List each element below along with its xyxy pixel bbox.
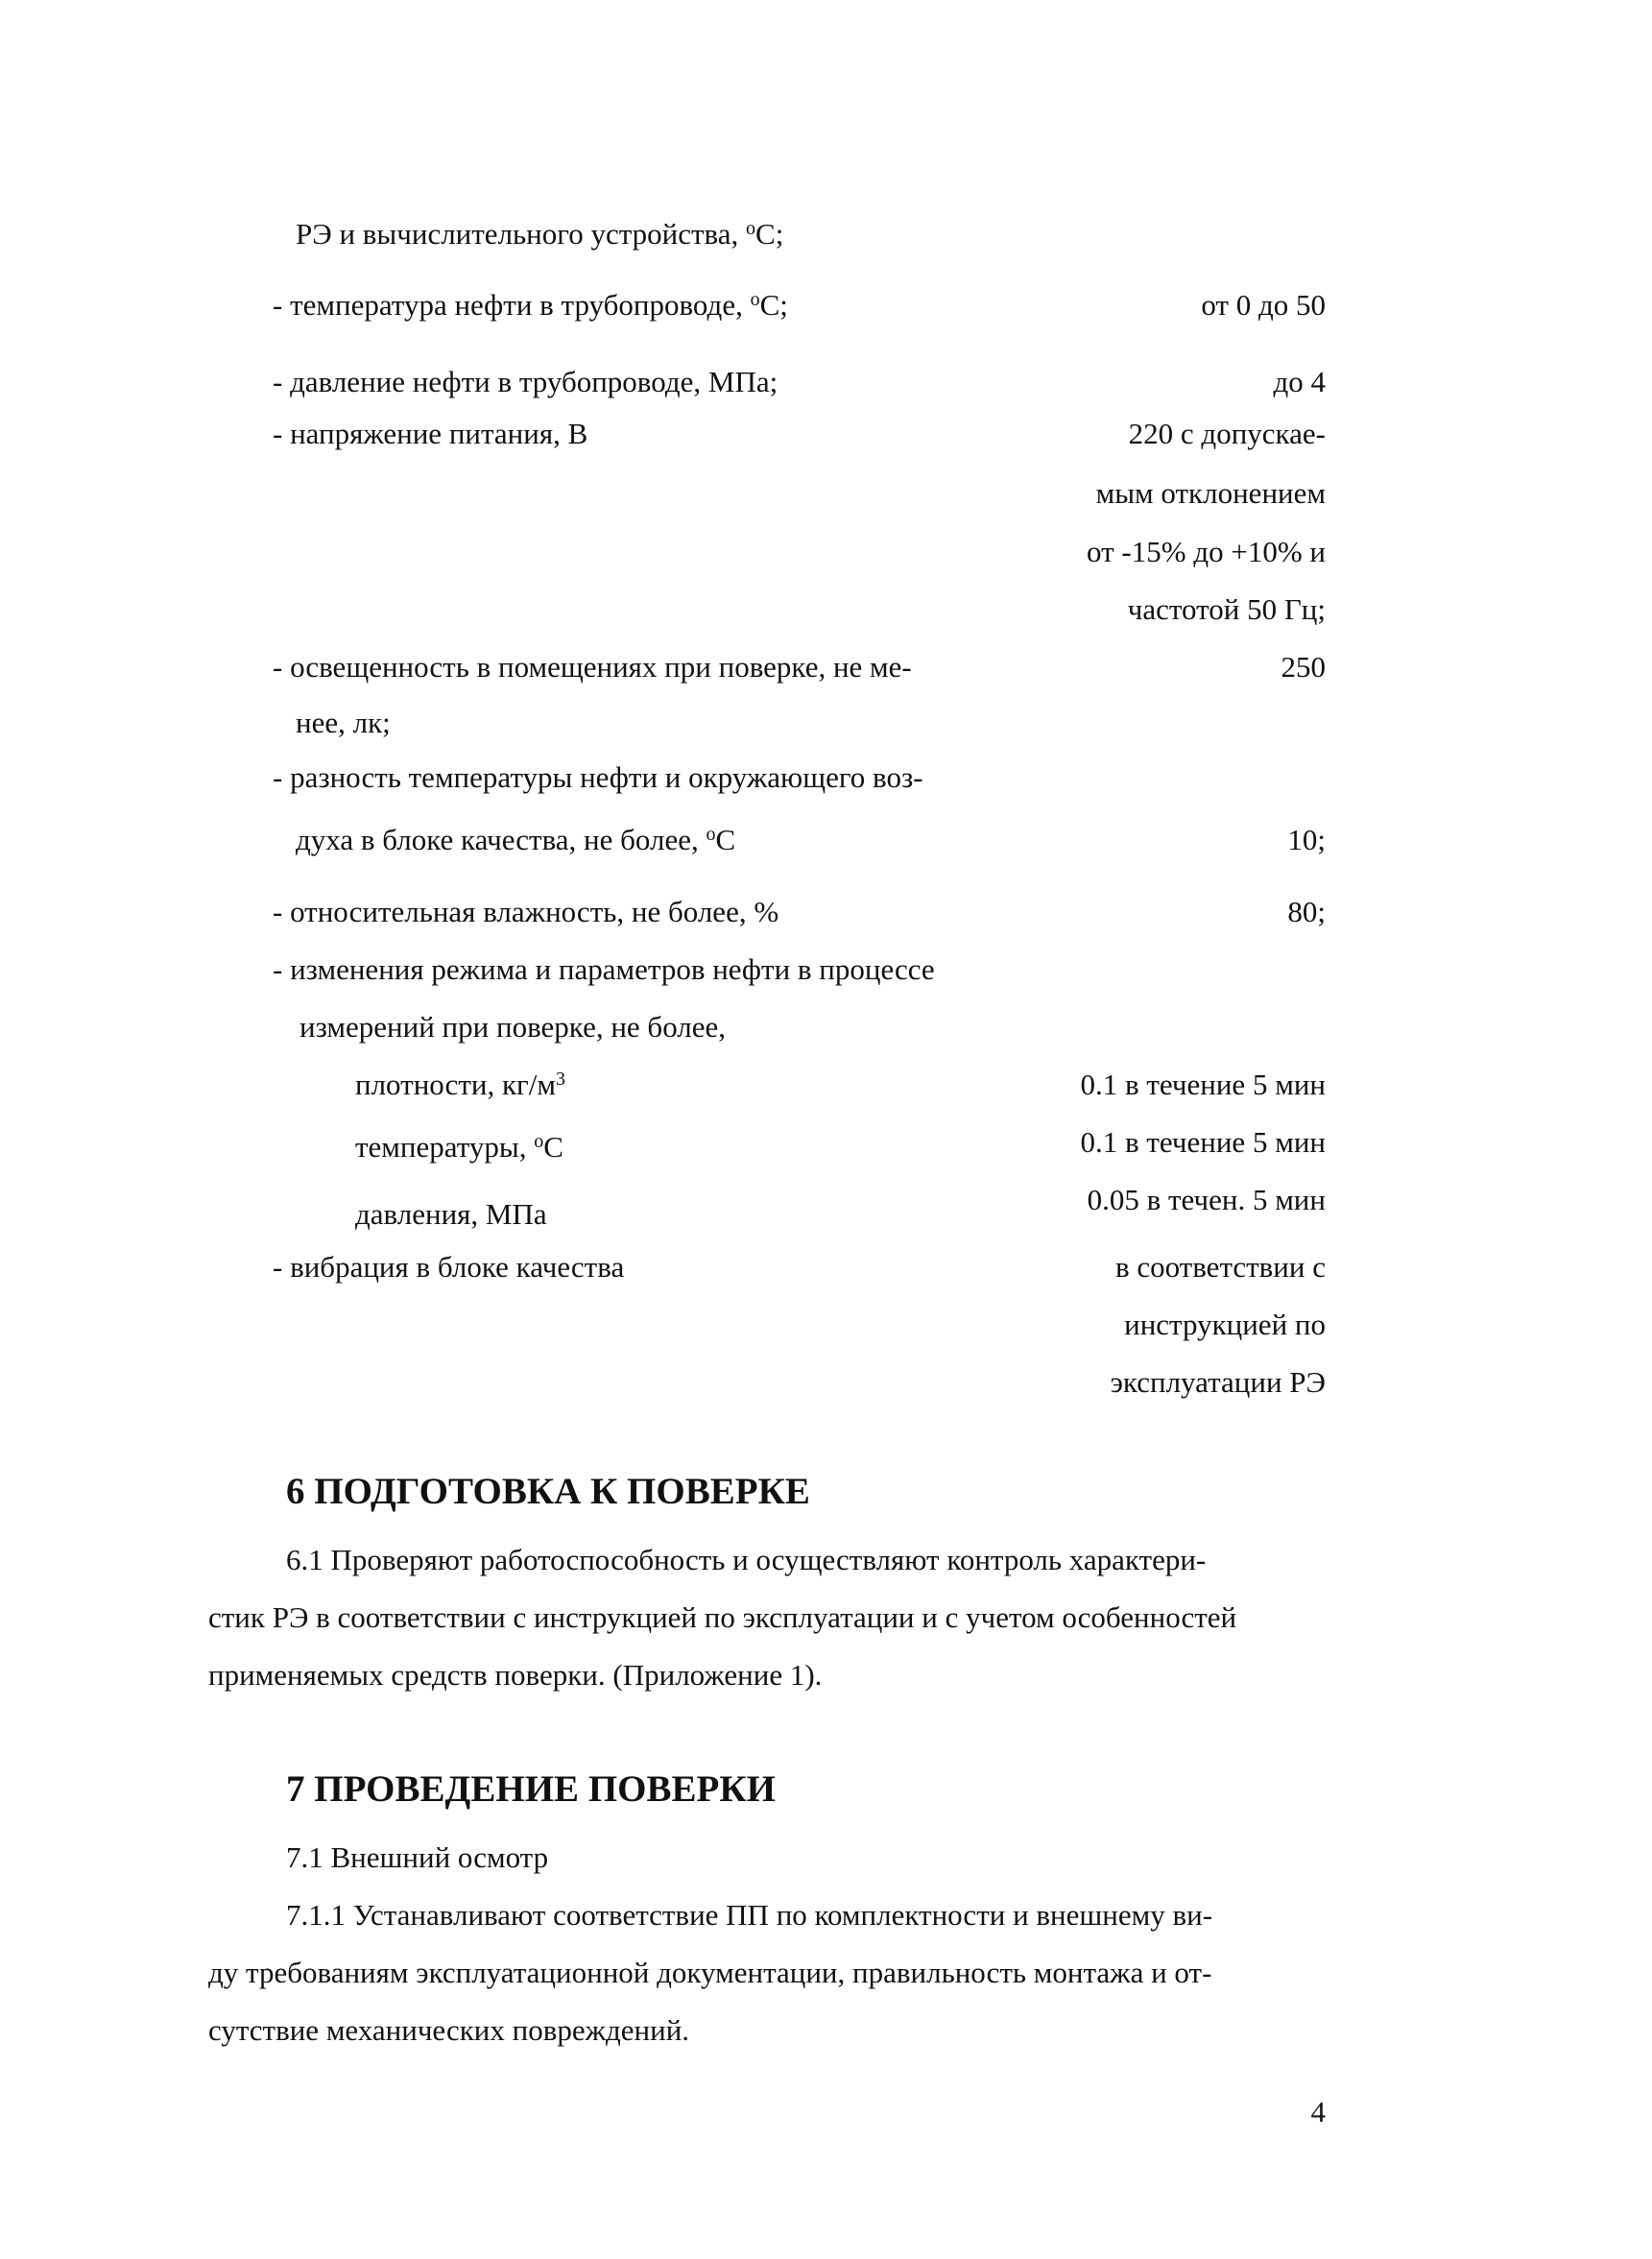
oil-temperature-value: от 0 до 50 xyxy=(1201,288,1326,322)
supply-voltage-value-line: 220 с допускае- xyxy=(1128,417,1326,450)
supply-voltage-value-line: мым отклонением xyxy=(1095,476,1326,510)
oil-temperature-label: - температура нефти в трубопроводе, $^o$С; xyxy=(273,288,788,322)
oil-pressure-value: до 4 xyxy=(1273,365,1326,398)
density-label: плотности, $кг/м^3$ xyxy=(355,1068,565,1101)
vibration-value-line: эксплуатации РЭ xyxy=(1110,1365,1326,1399)
section-7-1-subheading: 7.1 Внешний осмотр xyxy=(286,1840,549,1874)
illumination-value: 250 xyxy=(1281,650,1326,684)
supply-voltage-value-line: от -15% до +10% и xyxy=(1087,535,1326,568)
illumination-label-line: - освещенность в помещениях при поверке, не ме- xyxy=(273,650,912,684)
mode-changes-label-line: - изменения режима и параметров нефти в процессе xyxy=(273,952,935,986)
illumination-label-line: нее, лк; xyxy=(296,706,391,739)
oil-pressure-label: - давление нефти в трубопроводе, МПа; xyxy=(273,365,778,398)
humidity-value: 80; xyxy=(1287,895,1326,928)
section-6-heading: 6 ПОДГОТОВКА К ПОВЕРКЕ xyxy=(286,1471,810,1512)
density-value: 0.1 в течение 5 мин xyxy=(1080,1068,1326,1101)
section-6-paragraph-line: стик РЭ в соответствии с инструкцией по эксплуатации и с учетом особенностей xyxy=(208,1600,1237,1634)
humidity-label: - относительная влажность, не более, % xyxy=(273,895,779,928)
temperature-value: 0.1 в течение 5 мин xyxy=(1080,1125,1326,1159)
section-7-paragraph-line: сутствие механических повреждений. xyxy=(208,2013,690,2047)
section-7-paragraph-line: ду требованиям эксплуатационной документации, правильность монтажа и от- xyxy=(208,1956,1212,1989)
section-6-paragraph-line: 6.1 Проверяют работоспособность и осуществляют контроль характери- xyxy=(286,1543,1207,1576)
section-6-paragraph-line: применяемых средств поверки. (Приложение 1). xyxy=(208,1658,823,1692)
vibration-label: - вибрация в блоке качества xyxy=(273,1250,625,1284)
pressure-value: 0.05 в течен. 5 мин xyxy=(1087,1183,1326,1216)
vibration-value-line: инструкцией по xyxy=(1124,1308,1326,1341)
supply-voltage-value-line: частотой 50 Гц; xyxy=(1127,592,1326,626)
temp-difference-value: 10; xyxy=(1287,823,1326,856)
mode-changes-label-line: измерений при поверке, не более, xyxy=(299,1010,727,1044)
temp-difference-label-line: - разность температуры нефти и окружающего воз- xyxy=(273,760,923,794)
page-number: 4 xyxy=(1310,2095,1326,2128)
supply-voltage-label: - напряжение питания, В xyxy=(273,417,588,450)
section-7-paragraph-line: 7.1.1 Устанавливают соответствие ПП по комплектности и внешнему ви- xyxy=(286,1898,1213,1932)
intro-line: РЭ и вычислительного устройства, $^o$С; xyxy=(296,217,784,251)
temperature-label: температуры, $^o$С xyxy=(355,1130,563,1164)
section-7-heading: 7 ПРОВЕДЕНИЕ ПОВЕРКИ xyxy=(286,1768,776,1810)
vibration-value-line: в соответствии с xyxy=(1114,1250,1326,1284)
pressure-label: давления, МПа xyxy=(355,1197,547,1231)
temp-difference-label-line: духа в блоке качества, не более, $^o$С xyxy=(296,823,736,856)
